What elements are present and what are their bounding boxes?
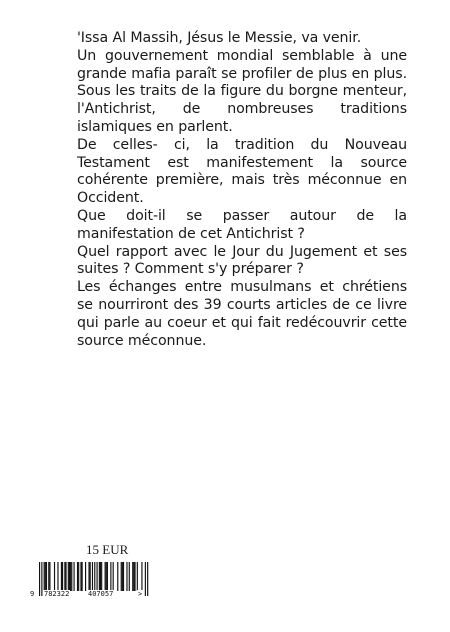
barcode-bar [107, 562, 108, 591]
barcode-bar [133, 562, 134, 591]
barcode-first-digit: 9 [30, 590, 35, 598]
barcode-bar [45, 562, 46, 591]
barcode-bar [71, 562, 72, 591]
barcode-bar [145, 562, 146, 596]
barcode-bar [39, 562, 40, 596]
barcode-bar [88, 562, 89, 591]
barcode-bar [121, 562, 122, 591]
barcode-bar [110, 562, 111, 591]
barcode-bar [44, 562, 45, 591]
blurb-paragraph-4: Que doit-il se passer autour de la manifestation de cet Antichrist ? [77, 207, 407, 242]
barcode-left-group: 782322 [44, 590, 70, 598]
barcode-bar [80, 562, 81, 591]
barcode-bar [85, 562, 86, 591]
barcode-bar [64, 562, 65, 591]
barcode-bar [132, 562, 133, 591]
barcode-bar [62, 562, 63, 591]
barcode-bar [126, 562, 127, 591]
barcode-bar [97, 562, 98, 591]
barcode-bar [100, 562, 101, 591]
barcode-bar [70, 562, 71, 591]
barcode-bar [122, 562, 123, 591]
barcode-bar [48, 562, 49, 591]
barcode-bar [65, 562, 66, 591]
barcode-bar [113, 562, 114, 591]
barcode-bar [77, 562, 78, 591]
barcode-bar [68, 562, 69, 591]
barcode-bar [46, 562, 47, 591]
barcode-bar [129, 562, 130, 591]
blurb-paragraph-3: De celles- ci, la tradition du Nouveau Testament est manifestement la source cohérente première, mais très méconnue en Occident. [77, 136, 407, 207]
barcode-bar [106, 562, 107, 591]
barcode-bar [69, 562, 70, 591]
blurb-paragraph-5: Quel rapport avec le Jour du Jugement et ses suites ? Comment s'y préparer ? [77, 243, 407, 278]
price-label: 15 EUR [86, 542, 129, 557]
barcode-bar [105, 562, 106, 591]
barcode-bar [134, 562, 135, 591]
barcode-right-group: 407057 [88, 590, 114, 598]
barcode-bar [82, 562, 83, 591]
barcode-bar [57, 562, 58, 591]
barcode-bar [90, 562, 91, 591]
barcode-end-mark: > [138, 590, 143, 598]
isbn-barcode [29, 562, 149, 602]
blurb-paragraph-1: 'Issa Al Massih, Jésus le Messie, va venir. [77, 30, 362, 46]
barcode-bar [117, 562, 118, 591]
barcode-bar [141, 562, 142, 591]
barcode-bar [74, 562, 75, 591]
barcode-bar [101, 562, 102, 591]
barcode-bar [49, 562, 50, 591]
barcode-bar [54, 562, 55, 591]
blurb-text [77, 30, 407, 350]
barcode-bar [147, 562, 148, 596]
barcode-bar [99, 562, 100, 591]
barcode-bar [123, 562, 124, 591]
blurb-paragraph-6: Les échanges entre musulmans et chrétiens se nourriront des 39 courts articles de ce livre qui parle au coeur et qui fait redécouvrir cette source méconnue. [77, 279, 407, 349]
barcode-bar [137, 562, 138, 591]
barcode-bar [61, 562, 62, 591]
barcode-bar [78, 562, 79, 591]
blurb-paragraph-2: Un gouvernement mondial semblable à une grande mafia paraît se profiler de plus en plus. Sous les traits de la figure du borgne menteur, l'Antichrist, de nombreuses traditions islamiques en parlent. [77, 47, 407, 135]
